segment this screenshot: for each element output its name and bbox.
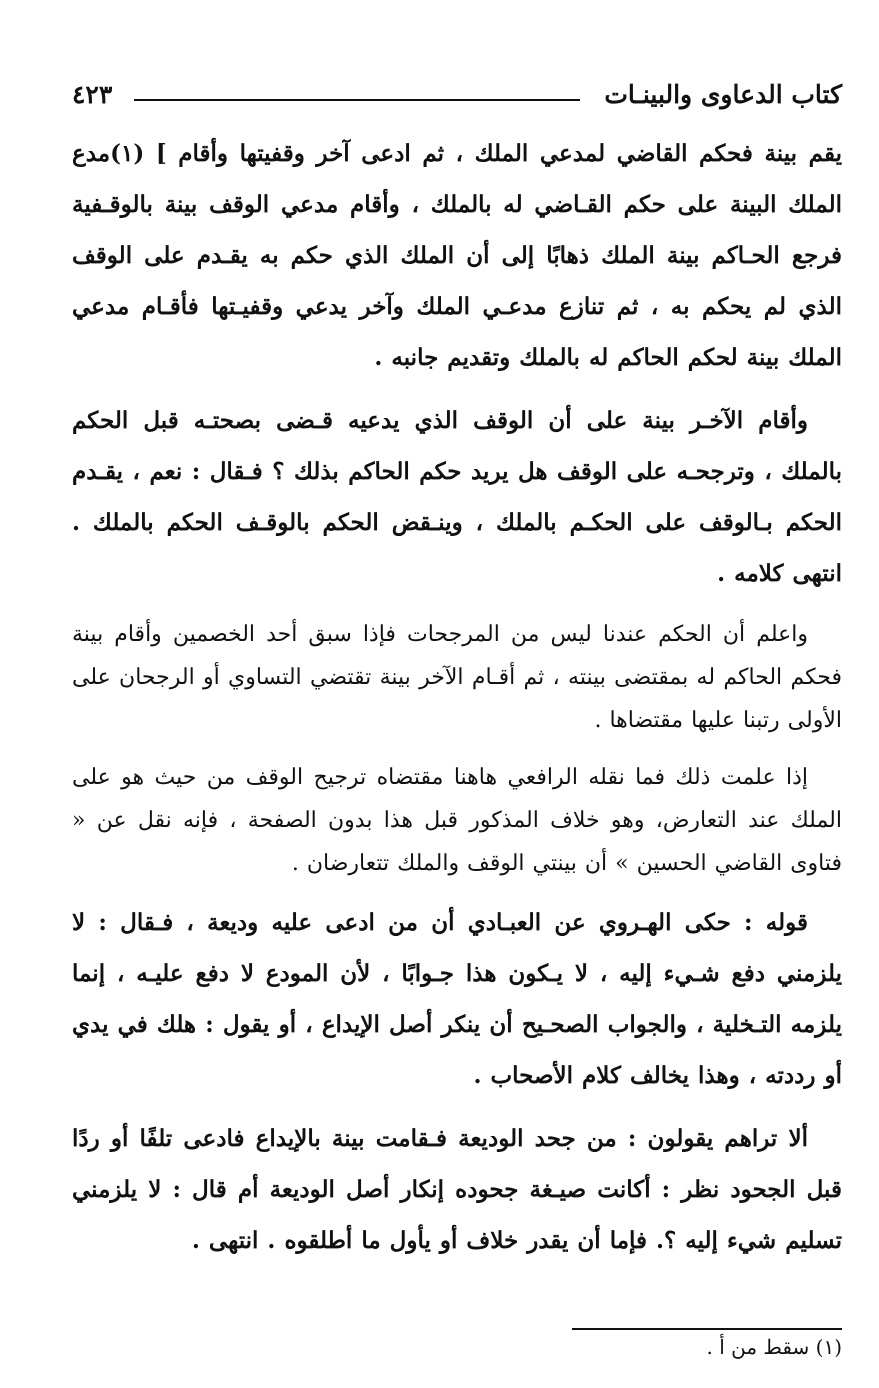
footnote-separator: [572, 1328, 842, 1330]
book-title: كتاب الدعاوى والبينـات: [604, 80, 842, 109]
main-text: [72, 128, 842, 1266]
paragraph-continuation: يقم بينة فحكم القاضي لمدعي الملك ، ثم ادعى آخر وقفيتها وأقام ] (١)مدع الملك البينة على حكم القـاضي له بالملك ، وأقام مدعي الوقف بينة بالوقـفية فرجع الحـاكم بينة الملك ذهابًا إلى أن الملك الذي حكم به يقـدم على الوقف الذي لم يحكم به ، ثم تنازع مدعـي الملك وآخر يدعي وقفيـتها فأقـام مدعي الملك بينة لحكم الحاكم له بالملك وتقديم جانبه .: [72, 140, 842, 371]
paragraph: واعلم أن الحكم عندنا ليس من المرجحات فإذا سبق أحد الخصمين وأقام بينة فحكم الحاكم له بمقتضى بينته ، ثم أقـام الآخر بينة تقتضي التساوي أو الرجحان على الأولى رتبنا عليها مقتضاها .: [72, 622, 842, 733]
footnote: (١) سقط من أ .: [706, 1335, 842, 1359]
paragraph: قوله : حكى الهـروي عن العبـادي أن من ادعى عليه وديعة ، فـقال : لا يلزمني دفع شـيء إليه ، لا يـكون هذا جـوابًا ، لأن المودع لا دفع عليـه ، إنما يلزمه التـخلية ، والجواب الصحـيح أن ينكر أصل الإيداع ، أو يقول : هلك في يدي أو رددته ، وهذا يخالف كلام الأصحاب .: [72, 909, 842, 1089]
page-header: [72, 62, 842, 122]
paragraph: ألا تراهم يقولون : من جحد الوديعة فـقامت بينة بالإيداع فادعى تلفًا أو ردًا قبل الجحود نظر : أكانت صيـغة جحوده إنكار أصل الوديعة أم قال : لا يلزمني تسليم شيء إليه ؟. فإما أن يقدر خلاف أو يأول ما أطلقوه . انتهى .: [72, 1125, 842, 1254]
header-rule: [134, 99, 580, 101]
paragraph: إذا علمت ذلك فما نقله الرافعي هاهنا مقتضاه ترجيح الوقف من حيث هو على الملك عند التعارض، وهو خلاف المذكور قبل هذا بدون الصفحة ، فإنه نقل عن « فتاوى القاضي الحسين » أن بينتي الوقف والملك تتعارضان .: [72, 765, 842, 876]
page-number: ٤٢٣: [72, 80, 113, 109]
paragraph: وأقام الآخـر بينة على أن الوقف الذي يدعيه قـضى بصحتـه قبل الحكم بالملك ، وترجحـه على الوقف هل يريد حكم الحاكم بذلك ؟ فـقال : نعم ، يقـدم الحكم بـالوقف على الحكـم بالملك ، وينـقض الحكم بالوقـف الحكم بالملك . انتهى كلامه .: [72, 407, 842, 587]
